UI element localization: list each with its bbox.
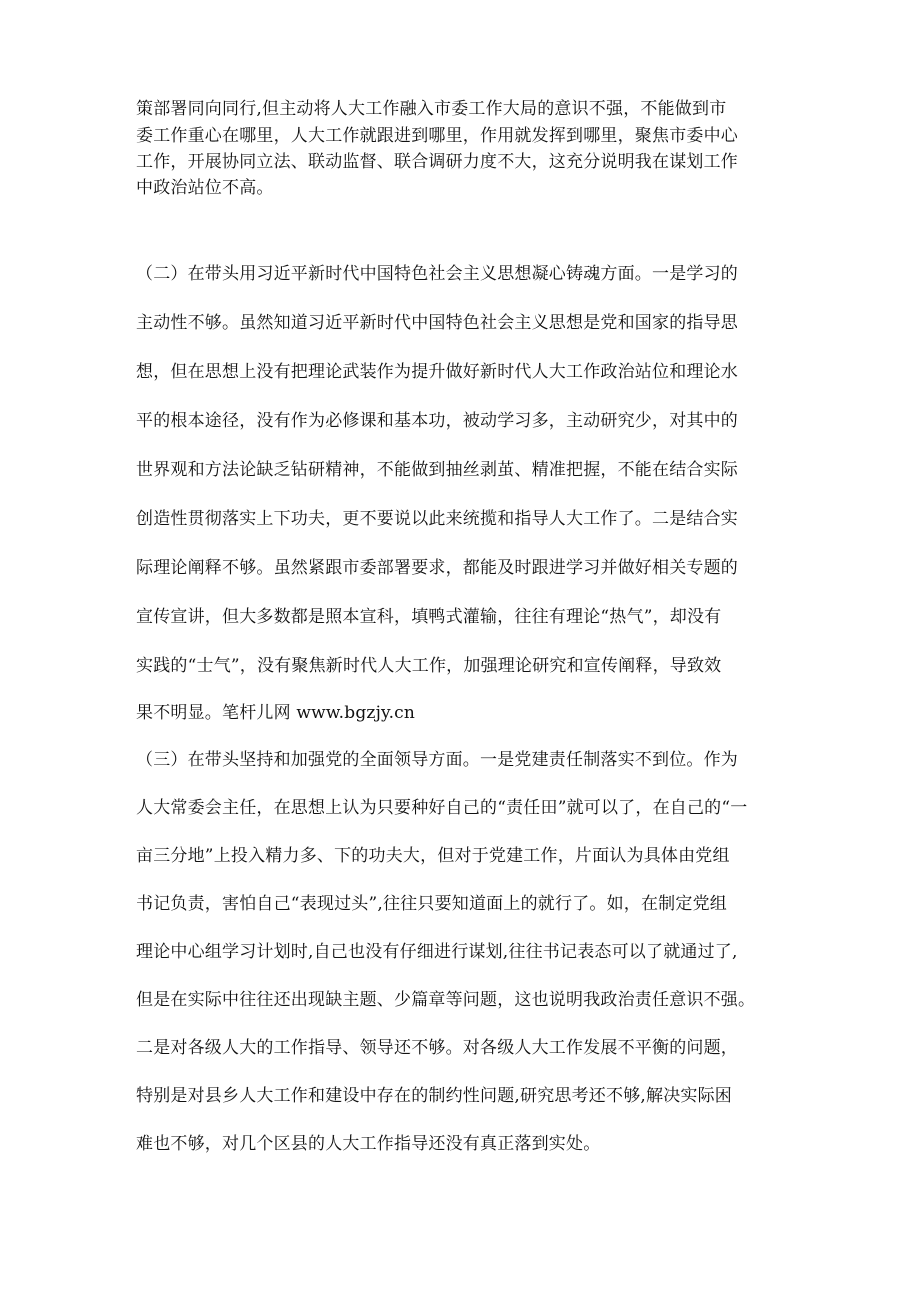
paragraph-3-line-8: 特别是对县乡人大工作和建设中存在的制约性问题,研究思考还不够,解决实际困	[136, 1086, 733, 1106]
paragraph-2-line-4: 平的根本途径，没有作为必修课和基本功，被动学习多，主动研究少，对其中的	[136, 411, 738, 431]
paragraph-2-line-6: 创造性贯彻落实上下功夫，更不要说以此来统揽和指导人大工作了。二是结合实	[136, 509, 738, 529]
paragraph-3-line-1: （三）在带头坚持和加强党的全面领导方面。一是党建责任制落实不到位。作为	[136, 750, 738, 770]
paragraph-1-line-2: 委工作重心在哪里，人大工作就跟进到哪里，作用就发挥到哪里，聚焦市委中心	[136, 126, 738, 146]
paragraph-3-line-7: 二是对各级人大的工作指导、领导还不够。对各级人大工作发展不平衡的问题，	[136, 1038, 738, 1058]
paragraph-2-line-8: 宣传宣讲，但大多数都是照本宣科，填鸭式灌输，往往有理论“热气”，却没有	[136, 607, 722, 627]
paragraph-2-line-10: 果不明显。笔杆儿网 www.bgzjy.cn	[136, 703, 416, 723]
paragraph-2-line-9: 实践的“士气”，没有聚焦新时代人大工作，加强理论研究和宣传阐释，导致效	[136, 656, 722, 676]
paragraph-2-line-1: （二）在带头用习近平新时代中国特色社会主义思想凝心铸魂方面。一是学习的	[136, 264, 738, 284]
paragraph-3-line-9: 难也不够，对几个区县的人大工作指导还没有真正落到实处。	[136, 1134, 601, 1154]
paragraph-2-line-3: 想，但在思想上没有把理论武装作为提升做好新时代人大工作政治站位和理论水	[136, 362, 738, 382]
paragraph-3-line-6: 但是在实际中往往还出现缺主题、少篇章等问题，这也说明我政治责任意识不强。	[136, 990, 756, 1010]
paragraph-1-line-1: 策部署同向同行,但主动将人大工作融入市委工作大局的意识不强，不能做到市	[136, 99, 727, 119]
paragraph-2-line-2: 主动性不够。虽然知道习近平新时代中国特色社会主义思想是党和国家的指导思	[136, 313, 738, 333]
paragraph-3-line-3: 亩三分地”上投入精力多、下的功夫大，但对于党建工作，片面认为具体由党组	[136, 846, 730, 866]
paragraph-1-line-4: 中政治站位不高。	[136, 178, 274, 198]
paragraph-2-line-5: 世界观和方法论缺乏钻研精神，不能做到抽丝剥茧、精准把握，不能在结合实际	[136, 460, 738, 480]
paragraph-3-line-2: 人大常委会主任，在思想上认为只要种好自己的“责任田”就可以了，在自己的“一	[136, 798, 748, 818]
paragraph-1-line-3: 工作，开展协同立法、联动监督、联合调研力度不大，这充分说明我在谋划工作	[136, 152, 738, 172]
paragraph-3-line-5: 理论中心组学习计划时,自己也没有仔细进行谋划,往往书记表态可以了就通过了,	[136, 942, 738, 962]
paragraph-3-line-4: 书记负责，害怕自己“表现过头”,往往只要知道面上的就行了。如，在制定党组	[136, 894, 727, 914]
paragraph-2-line-7: 际理论阐释不够。虽然紧跟市委部署要求，都能及时跟进学习并做好相关专题的	[136, 558, 738, 578]
